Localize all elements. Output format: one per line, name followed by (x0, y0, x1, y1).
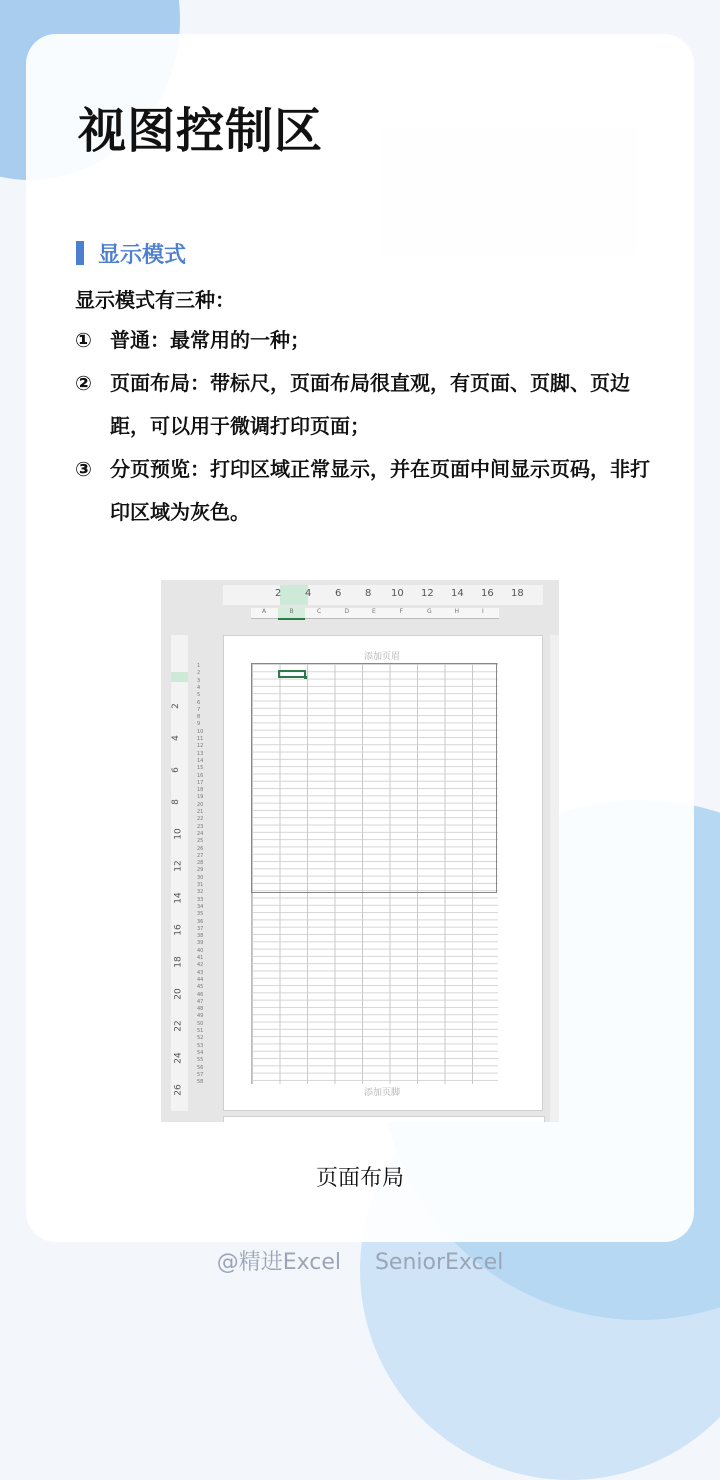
column-label: H (454, 608, 460, 615)
ruler-tick-label: 18 (511, 588, 524, 599)
add-header-placeholder: 添加页眉 (364, 652, 401, 662)
column-label: I (482, 608, 484, 615)
list-item (75, 362, 655, 448)
page-title: 视图控制区 (78, 103, 324, 159)
ruler-tick-label: 14 (173, 892, 184, 904)
row-label: 31 (197, 882, 204, 888)
row-label: 12 (197, 743, 204, 750)
column-label: E (372, 608, 376, 615)
row-label: 1 (197, 663, 201, 669)
ruler-tick-label: 16 (173, 924, 184, 936)
row-label: 56 (197, 1064, 204, 1071)
row-label: 39 (197, 940, 204, 947)
list-item (75, 319, 655, 362)
footer-left: @精进Excel (216, 1250, 341, 1275)
ruler-tick-label: 4 (305, 588, 312, 599)
row-label: 14 (197, 757, 204, 764)
list-item (75, 448, 655, 534)
item-text: 普通：最常用的一种； (110, 328, 310, 352)
row-label: 3 (197, 677, 201, 684)
row-label: 16 (197, 772, 204, 779)
row-label: 7 (197, 706, 201, 713)
sheet-page (223, 635, 543, 1111)
row-label: 46 (197, 991, 204, 998)
row-label: 55 (197, 1057, 204, 1064)
section-bar-icon (76, 241, 84, 265)
row-label: 57 (197, 1071, 204, 1078)
column-label: F (399, 608, 403, 615)
row-label: 33 (197, 896, 204, 903)
row-headers (197, 663, 207, 1086)
row-label: 42 (197, 962, 204, 969)
row-label: 6 (197, 699, 201, 706)
row-label: 47 (197, 998, 204, 1005)
ruler-tick-label: 4 (170, 735, 181, 741)
row-label: 53 (197, 1042, 204, 1049)
row-label: 41 (197, 955, 204, 961)
excel-page-layout-screenshot (161, 580, 559, 1122)
row-label: 48 (197, 1006, 204, 1013)
row-label: 17 (197, 779, 204, 786)
ruler-tick-label: 18 (173, 956, 184, 968)
item-number: ② (75, 371, 92, 395)
ruler-tick-label: 20 (173, 988, 184, 1000)
row-label: 25 (197, 838, 204, 845)
row-label: 15 (197, 765, 204, 772)
row-label: 36 (197, 918, 204, 925)
section-heading (76, 238, 186, 268)
intro-text: 显示模式有三种： (75, 288, 235, 312)
ruler-tick-label: 2 (170, 703, 181, 709)
row-label: 8 (197, 714, 201, 721)
row-label: 43 (197, 969, 204, 976)
row-label: 26 (197, 845, 204, 852)
side-strip (550, 635, 559, 1122)
ruler-tick-label: 22 (173, 1020, 184, 1032)
row-label: 51 (197, 1028, 204, 1034)
add-footer-placeholder: 添加页脚 (364, 1088, 401, 1098)
row-label: 4 (197, 684, 201, 691)
ruler-tick-label: 8 (170, 799, 181, 805)
row-label: 23 (197, 823, 204, 830)
row-label: 45 (197, 984, 204, 991)
ruler-tick-label: 10 (391, 588, 404, 599)
vertical-ruler (171, 635, 188, 1111)
item-text: 页面布局：带标尺，页面布局很直观，有页面、页脚、页边距，可以用于微调打印页面； (110, 371, 630, 438)
ruler-tick-label: 10 (173, 828, 184, 840)
ruler-tick-label: 6 (170, 767, 181, 773)
row-label: 44 (197, 976, 204, 983)
ruler-tick-label: 2 (275, 588, 282, 599)
row-label: 40 (197, 947, 204, 954)
ruler-tick-label: 24 (173, 1052, 184, 1064)
row-label: 19 (197, 794, 204, 801)
item-text: 分页预览：打印区域正常显示，并在页面中间显示页码，非打印区域为灰色。 (110, 457, 650, 524)
ruler-tick-label: 26 (173, 1084, 184, 1096)
row-label: 30 (197, 874, 204, 881)
column-label: C (317, 608, 322, 615)
image-caption: 页面布局 (315, 1166, 404, 1191)
row-label: 10 (197, 728, 204, 735)
item-number: ③ (75, 457, 92, 481)
column-label: A (262, 608, 267, 615)
row-label: 9 (197, 721, 201, 728)
ruler-tick-label: 12 (173, 860, 184, 872)
active-cell (278, 670, 306, 678)
horizontal-ruler (223, 585, 543, 605)
row-label: 32 (197, 889, 204, 896)
ruler-tick-label: 14 (451, 588, 464, 599)
row-label: 49 (197, 1013, 204, 1020)
ruler-tick-label: 6 (335, 588, 342, 599)
row-label: 24 (197, 830, 204, 837)
ruler-tick-label: 16 (481, 588, 494, 599)
ruler-highlight (171, 672, 188, 682)
row-label: 2 (197, 670, 201, 677)
row-label: 18 (197, 787, 204, 794)
row-label: 22 (197, 816, 204, 823)
row-label: 20 (197, 801, 204, 808)
row-label: 28 (197, 860, 204, 867)
row-label: 37 (197, 925, 204, 932)
ruler-tick-label: 12 (421, 588, 434, 599)
column-headers (251, 608, 499, 619)
row-label: 35 (197, 911, 204, 918)
column-label: B (289, 608, 294, 615)
row-label: 21 (197, 809, 204, 815)
row-label: 58 (197, 1079, 204, 1086)
footer-right: SeniorExcel (374, 1250, 504, 1275)
watermark-footer (0, 1245, 720, 1276)
row-label: 11 (197, 736, 204, 742)
row-label: 50 (197, 1020, 204, 1027)
row-label: 13 (197, 750, 204, 757)
item-number: ① (75, 328, 92, 352)
section-label: 显示模式 (98, 242, 187, 268)
row-label: 34 (197, 903, 204, 910)
next-page-edge (223, 1116, 545, 1122)
row-label: 52 (197, 1035, 204, 1042)
column-label: G (427, 608, 432, 615)
print-area-border (251, 663, 497, 893)
row-label: 54 (197, 1049, 204, 1056)
ruler-tick-label: 8 (365, 588, 372, 599)
ruler-highlight (280, 585, 308, 605)
column-label: D (344, 608, 350, 615)
row-label: 27 (197, 852, 204, 859)
row-label: 29 (197, 867, 204, 874)
row-label: 38 (197, 933, 204, 940)
row-label: 5 (197, 692, 201, 699)
